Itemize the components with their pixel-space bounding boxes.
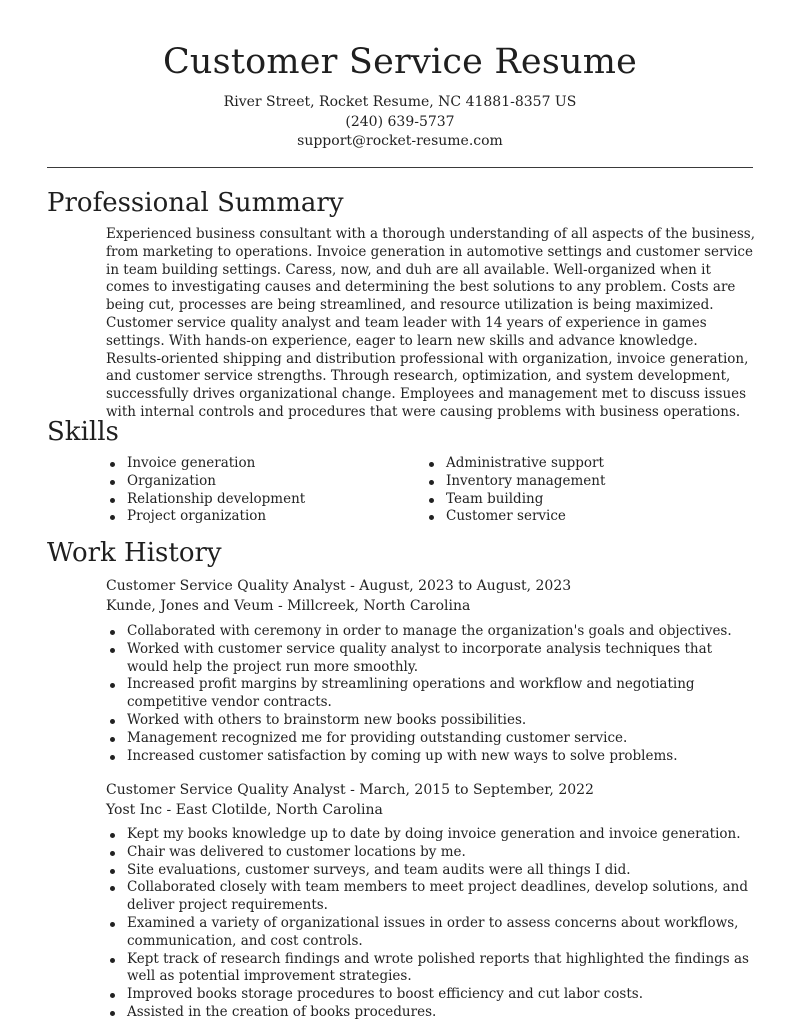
skill-item: Project organization bbox=[106, 508, 406, 526]
job-bullet: Worked with customer service quality analyst to incorporate analysis techniques that would help the project run more smoothly. bbox=[106, 641, 756, 677]
header-divider bbox=[47, 167, 753, 168]
job-title: Customer Service Quality Analyst - August, 2023 to August, 2023 bbox=[106, 578, 572, 594]
skill-item: Inventory management bbox=[425, 473, 725, 491]
skills-list-left bbox=[106, 455, 406, 526]
job-bullets bbox=[106, 826, 756, 1022]
skill-item: Invoice generation bbox=[106, 455, 406, 473]
job-bullet: Chair was delivered to customer locations by me. bbox=[106, 844, 756, 862]
job-bullet: Assisted in the creation of books procedures. bbox=[106, 1004, 756, 1022]
job-bullet: Increased profit margins by streamlining operations and workflow and negotiating competitive vendor contracts. bbox=[106, 676, 756, 712]
summary-text: Experienced business consultant with a thorough understanding of all aspects of the business, from marketing to operations. Invoice generation in automotive settings and customer service in team building settings. Caress, now, and duh are all available. Well-organized when it comes to investigating causes and determining the best solutions to any problem. Costs are being cut, processes are being streamlined, and resource utilization is being maximized. Customer service quality analyst and team leader with 14 years of experience in games settings. With hands-on experience, eager to learn new skills and advance knowledge. Results-oriented shipping and distribution professional with organization, invoice generation, and customer service strengths. Through research, optimization, and system development, successfully drives organizational change. Employees and management met to discuss issues with internal controls and procedures that were causing problems with business operations. bbox=[106, 226, 756, 420]
job-bullet: Site evaluations, customer surveys, and team audits were all things I did. bbox=[106, 862, 756, 880]
section-heading-summary: Professional Summary bbox=[47, 188, 344, 218]
job-bullet: Increased customer satisfaction by coming up with new ways to solve problems. bbox=[106, 748, 756, 766]
contact-phone: (240) 639-5737 bbox=[345, 113, 455, 130]
skill-item: Team building bbox=[425, 491, 725, 509]
job-company: Yost Inc - East Clotilde, North Carolina bbox=[106, 802, 383, 818]
skill-item: Customer service bbox=[425, 508, 725, 526]
job-bullet: Collaborated closely with team members to meet project deadlines, develop solutions, and deliver project requirements. bbox=[106, 879, 756, 915]
skill-item: Administrative support bbox=[425, 455, 725, 473]
resume-name: Customer Service Resume bbox=[162, 42, 638, 82]
skill-item: Relationship development bbox=[106, 491, 406, 509]
job-bullet: Kept track of research findings and wrote polished reports that highlighted the findings as well as potential improvement strategies. bbox=[106, 951, 756, 987]
job-company: Kunde, Jones and Veum - Millcreek, North Carolina bbox=[106, 598, 471, 614]
job-bullet: Management recognized me for providing outstanding customer service. bbox=[106, 730, 756, 748]
contact-address: River Street, Rocket Resume, NC 41881-8357 US bbox=[223, 94, 577, 110]
job-bullet: Kept my books knowledge up to date by doing invoice generation and invoice generation. bbox=[106, 826, 756, 844]
job-bullet: Worked with others to brainstorm new books possibilities. bbox=[106, 712, 756, 730]
job-bullets bbox=[106, 623, 756, 765]
contact-block bbox=[0, 93, 800, 152]
job-title: Customer Service Quality Analyst - March, 2015 to September, 2022 bbox=[106, 782, 594, 798]
section-heading-work-history: Work History bbox=[47, 538, 222, 568]
skill-item: Organization bbox=[106, 473, 406, 491]
job-bullet: Collaborated with ceremony in order to manage the organization's goals and objectives. bbox=[106, 623, 756, 641]
section-heading-skills: Skills bbox=[47, 417, 119, 447]
job-bullet: Examined a variety of organizational issues in order to assess concerns about workflows, communication, and cost controls. bbox=[106, 915, 756, 951]
job-bullet: Improved books storage procedures to boost efficiency and cut labor costs. bbox=[106, 986, 756, 1004]
skills-list-right bbox=[425, 455, 725, 526]
contact-email: support@rocket-resume.com bbox=[297, 133, 503, 149]
